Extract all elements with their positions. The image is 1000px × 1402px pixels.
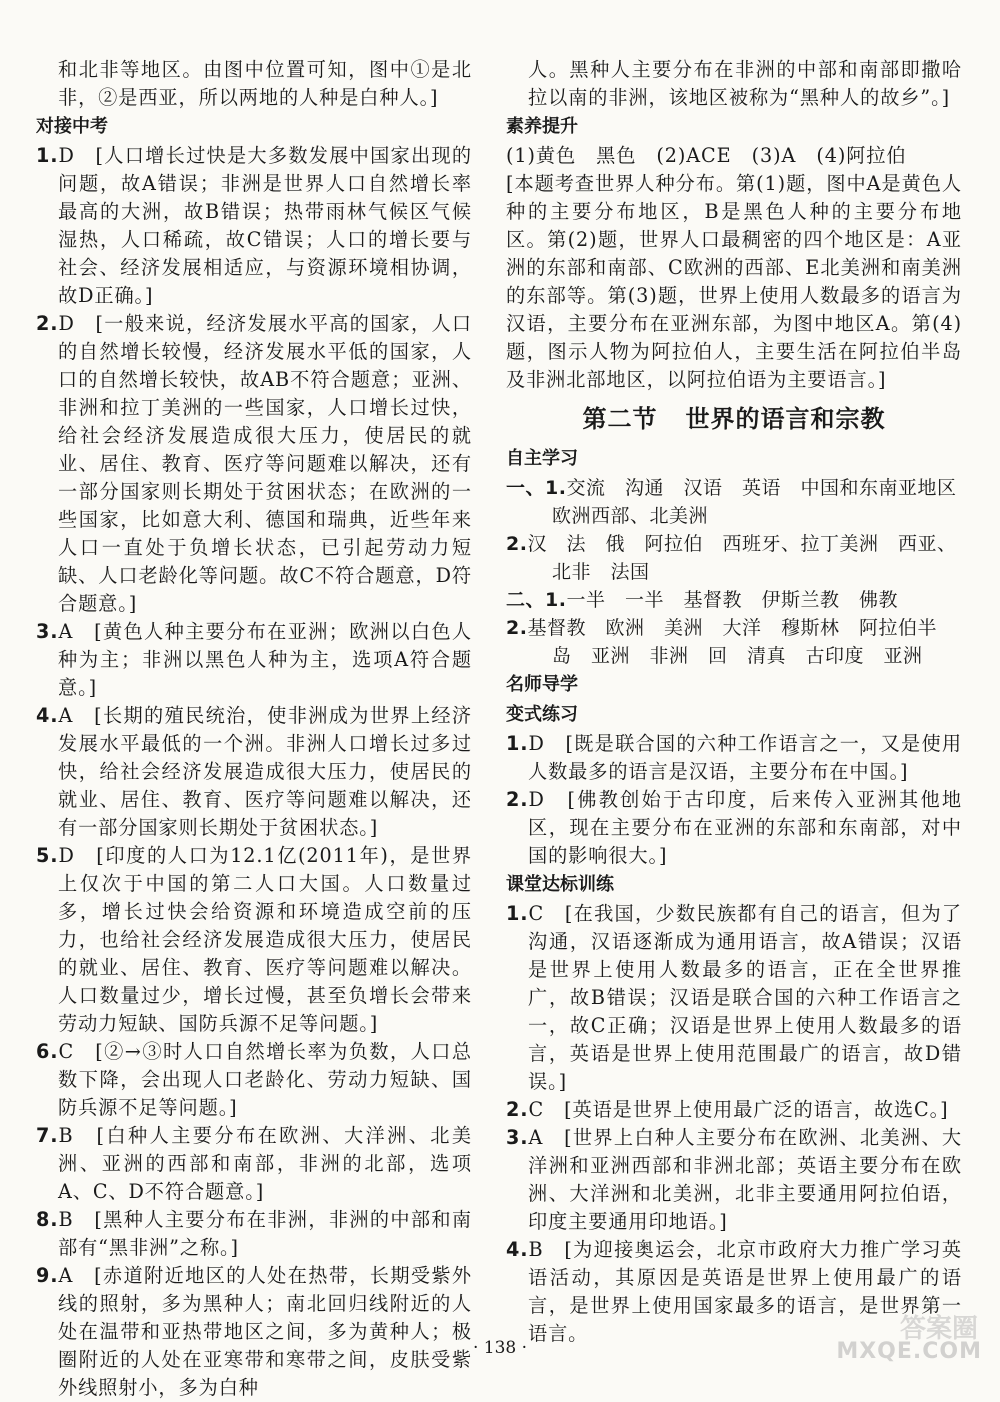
section-heading-suyang: 素养提升: [506, 116, 578, 137]
ketang-answer-number: 2.: [506, 1098, 529, 1121]
left-answer-text: A [赤道附近地区的人处在热带，长期受紫外线的照射，多为黑种人；南北回归线附近的人处在温带和亚热带地区之间，多为黄种人；极圈附近的人处在亚寒带和寒带之间，皮肤受紫外线照射小，多为白种: [58, 1264, 472, 1399]
bianshi-answer-text: D [既是联合国的六种工作语言之一，又是使用人数最多的语言是汉语，主要分布在中国。]: [528, 732, 962, 783]
watermark-site: MXQE.COM: [836, 1339, 982, 1364]
left-answer-number: 3.: [36, 620, 59, 643]
fill-text: 汉 法 俄 阿拉伯 西班牙、拉丁美洲 西亚、: [527, 533, 957, 555]
left-answer-item: [36, 1262, 472, 1402]
ketang-answer-item: [506, 900, 962, 1096]
bianshi-answer-list: [506, 730, 962, 870]
watermark: [817, 1308, 982, 1364]
watermark-logo: 答案圈: [899, 1314, 978, 1344]
left-answer-item: [36, 1122, 472, 1206]
section-title-number: 第二节: [582, 405, 658, 433]
left-answer-number: 8.: [36, 1208, 59, 1231]
left-answer-number: 4.: [36, 704, 59, 727]
left-answer-item: [36, 310, 472, 618]
left-answer-number: 9.: [36, 1264, 59, 1287]
fill-continuation: 岛 亚洲 非洲 回 清真 古印度 亚洲: [552, 645, 923, 667]
section-title: [506, 402, 962, 436]
left-answer-item: [36, 702, 472, 842]
fill-number: 二、1.: [506, 589, 567, 611]
bianshi-answer-number: 2.: [506, 788, 529, 811]
section-heading-ketang: 课堂达标训练: [506, 874, 614, 895]
fill-text: 一半 一半 基督教 伊斯兰教 佛教: [566, 589, 898, 611]
bianshi-answer-item: [506, 730, 962, 786]
fill-number: 2.: [506, 617, 528, 639]
left-answer-item: [36, 1206, 472, 1262]
left-answer-text: B [白种人主要分布在欧洲、大洋洲、北美洲、亚洲的西部和南部，非洲的北部，选项A、C、D不符合题意。]: [58, 1124, 472, 1203]
section-heading-bianshi: 变式练习: [506, 704, 578, 725]
ketang-answer-item: [506, 1096, 962, 1124]
fill-answer-list: [506, 474, 962, 670]
left-column: [36, 56, 472, 1402]
fill-text: 基督教 欧洲 美洲 大洋 穆斯林 阿拉伯半: [527, 617, 937, 639]
fill-item: [506, 474, 962, 530]
ketang-answer-text: A [世界上白种人主要分布在欧洲、北美洲、大洋洲和亚洲西部和非洲北部；英语主要分布在欧洲、大洋洲和北美洲，北非主要通用阿拉伯语，印度主要通用印地语。]: [528, 1126, 962, 1233]
suyang-answer: (1)黄色 黑色 (2)ACE (3)A (4)阿拉伯: [506, 144, 907, 167]
ketang-answer-item: [506, 1124, 962, 1236]
section-title-text: 世界的语言和宗教: [685, 405, 886, 433]
bianshi-answer-number: 1.: [506, 732, 529, 755]
ketang-answer-text: C [英语是世界上使用最广泛的语言，故选C。]: [528, 1098, 949, 1121]
left-answer-text: B [黑种人主要分布在非洲，非洲的中部和南部有“黑非洲”之称。]: [58, 1208, 472, 1259]
bianshi-answer-text: D [佛教创始于古印度，后来传入亚洲其他地区，现在主要分布在亚洲的东部和东南部，对中国的影响很大。]: [528, 788, 962, 867]
left-answer-number: 1.: [36, 144, 59, 167]
ketang-answer-number: 3.: [506, 1126, 529, 1149]
right-column: [506, 56, 962, 1348]
left-answer-text: D [人口增长过快是大多数发展中国家出现的问题，故A错误；非洲是世界人口自然增长率最高的大洲，故B错误；热带雨林气候区气候湿热，人口稀疏，故C错误；人口的增长要与社会、经济发展相适应，与资源环境相协调，故D正确。]: [58, 144, 472, 307]
right-intro: 人。黑种人主要分布在非洲的中部和南部即撒哈拉以南的非洲，该地区被称为“黑种人的故乡”。]: [528, 58, 962, 109]
left-answer-item: [36, 142, 472, 310]
left-answer-number: 7.: [36, 1124, 59, 1147]
ketang-answer-text: C [在我国，少数民族都有自己的语言，但为了沟通，汉语逐渐成为通用语言，故A错误；汉语是世界上使用人数最多的语言，正在全世界推广，故B错误；汉语是联合国的六种工作语言之一，故C正确；汉语是世界上使用人数最多的语言，英语是世界上使用范围最广的语言，故D错误。]: [528, 902, 962, 1093]
fill-item: [506, 614, 962, 670]
ketang-answer-number: 1.: [506, 902, 529, 925]
ketang-answer-number: 4.: [506, 1238, 529, 1261]
section-heading-duijie: 对接中考: [36, 116, 108, 137]
fill-text: 交流 沟通 汉语 英语 中国和东南亚地区: [566, 477, 957, 499]
left-answer-text: C [②→③时人口自然增长率为负数，人口总数下降，会出现人口老龄化、劳动力短缺、国防兵源不足等问题。]: [58, 1040, 472, 1119]
page-number: · 138 ·: [472, 1338, 528, 1358]
fill-item: [506, 586, 962, 614]
fill-number: 2.: [506, 533, 528, 555]
section-heading-mingshi: 名师导学: [506, 674, 578, 695]
bianshi-answer-item: [506, 786, 962, 870]
left-answer-number: 5.: [36, 844, 59, 867]
left-intro: 和北非等地区。由图中位置可知，图中①是北非，②是西亚，所以两地的人种是白种人。]: [58, 58, 472, 109]
fill-number: 一、1.: [506, 477, 567, 499]
left-answer-item: [36, 618, 472, 702]
fill-continuation: 北非 法国: [552, 561, 650, 583]
fill-item: [506, 530, 962, 586]
left-answer-text: A [长期的殖民统治，使非洲成为世界上经济发展水平最低的一个洲。非洲人口增长过多过快，给社会经济发展造成很大压力，使居民的就业、居住、教育、医疗等问题难以解决，还有一部分国家则长期处于贫困状态。]: [58, 704, 472, 839]
left-answer-text: A [黄色人种主要分布在亚洲；欧洲以白色人种为主；非洲以黑色人种为主，选项A符合题意。]: [58, 620, 472, 699]
suyang-explanation: [本题考查世界人种分布。第(1)题，图中A是黄色人种的主要分布地区，B是黑色人种的主要分布地区。第(2)题，世界人口最稠密的四个地区是：A亚洲的东部和南部、C欧洲的西部、E北美洲和南美洲的东部等。第(3)题，世界上使用人数最多的语言为汉语，主要分布在亚洲东部，为图中地区A。第(4)题，图示人物为阿拉伯人，主要生活在阿拉伯半岛及非洲北部地区，以阿拉伯语为主要语言。]: [506, 172, 962, 391]
section-heading-zizhu: 自主学习: [506, 448, 578, 469]
left-answer-number: 2.: [36, 312, 59, 335]
left-answer-text: D [印度的人口为12.1亿(2011年)，是世界上仅次于中国的第二人口大国。人口数量过多，增长过快会给资源和环境造成空前的压力，也给社会经济发展造成很大压力，使居民的就业、居住、教育、医疗等问题难以解决。人口数量过少，增长过慢，甚至负增长会带来劳动力短缺、国防兵源不足等问题。]: [58, 844, 472, 1035]
left-answer-text: D [一般来说，经济发展水平高的国家，人口的自然增长较慢，经济发展水平低的国家，人口的自然增长较快，故AB不符合题意；亚洲、非洲和拉丁美洲的一些国家，人口增长过快，给社会经济发展造成很大压力，使居民的就业、居住、教育、医疗等问题难以解决，还有一部分国家则长期处于贫困状态；在欧洲的一些国家，比如意大利、德国和瑞典，近些年来人口一直处于负增长状态，已引起劳动力短缺、人口老龄化等问题。故C不符合题意，D符合题意。]: [58, 312, 472, 615]
fill-continuation: 欧洲西部、北美洲: [552, 505, 709, 527]
ketang-answer-list: [506, 900, 962, 1348]
left-answer-list: [36, 142, 472, 1402]
left-answer-item: [36, 842, 472, 1038]
left-answer-number: 6.: [36, 1040, 59, 1063]
left-answer-item: [36, 1038, 472, 1122]
ketang-answer-text: B [为迎接奥运会，北京市政府大力推广学习英语活动，其原因是英语是世界上使用最广的语言，是世界上使用国家最多的语言，是世界第一语言。: [528, 1238, 962, 1345]
